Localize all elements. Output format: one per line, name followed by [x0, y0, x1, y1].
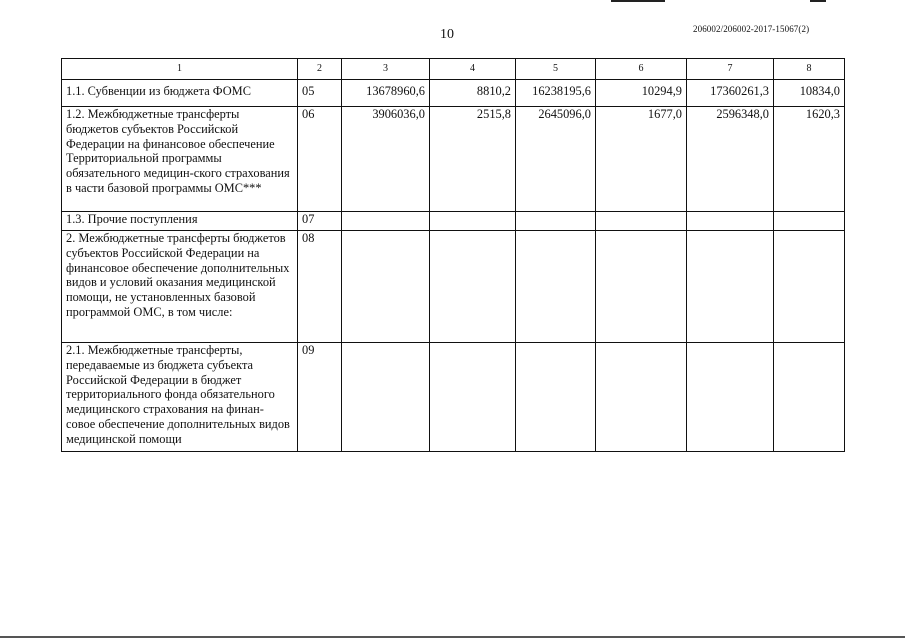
column-header: 8: [774, 59, 845, 80]
value-cell: [687, 231, 774, 343]
table-row: [62, 231, 845, 343]
value-cell: [774, 231, 845, 343]
value-cell: [516, 231, 596, 343]
page-number: 10: [440, 27, 454, 42]
value-cell: 10294,9: [596, 80, 687, 107]
value-cell: 2515,8: [430, 107, 516, 212]
value-cell: [774, 343, 845, 452]
row-code: 08: [298, 231, 342, 343]
value-cell: [430, 212, 516, 231]
table-row: [62, 107, 845, 212]
table-row: [62, 212, 845, 231]
scan-edge-mark-top-right: [611, 0, 665, 2]
budget-table: [61, 58, 845, 452]
row-description: 2. Межбюджетные трансферты бюджетов субъектов Российской Федерации на финансовое обеспечение дополнительных видов и условий оказания медицинской помощи, не установленных базовой программой ОМС, в том числе:: [62, 231, 298, 343]
column-header: 6: [596, 59, 687, 80]
column-header: 3: [342, 59, 430, 80]
value-cell: 2596348,0: [687, 107, 774, 212]
value-cell: [342, 212, 430, 231]
value-cell: [342, 231, 430, 343]
row-code: 05: [298, 80, 342, 107]
row-code: 07: [298, 212, 342, 231]
row-description: 1.3. Прочие поступления: [62, 212, 298, 231]
value-cell: [774, 212, 845, 231]
table-row: [62, 80, 845, 107]
row-description: 1.1. Субвенции из бюджета ФОМС: [62, 80, 298, 107]
value-cell: [687, 212, 774, 231]
value-cell: [516, 212, 596, 231]
document-id: 206002/206002-2017-15067(2): [693, 24, 810, 34]
column-header: 7: [687, 59, 774, 80]
scan-edge-mark-bottom: [0, 636, 905, 638]
value-cell: [596, 212, 687, 231]
scan-edge-mark-top-right-2: [810, 0, 826, 2]
value-cell: 3906036,0: [342, 107, 430, 212]
value-cell: 8810,2: [430, 80, 516, 107]
value-cell: [687, 343, 774, 452]
value-cell: 1620,3: [774, 107, 845, 212]
row-code: 06: [298, 107, 342, 212]
column-header: 1: [62, 59, 298, 80]
column-header: 4: [430, 59, 516, 80]
table-row: [62, 343, 845, 452]
value-cell: [430, 343, 516, 452]
row-description: 1.2. Межбюджетные трансферты бюджетов субъектов Российской Федерации на финансовое обеспечение Территориальной программы обязательного медицин-ского страхования в части базовой программы ОМС***: [62, 107, 298, 212]
column-header: 2: [298, 59, 342, 80]
value-cell: [516, 343, 596, 452]
column-header: 5: [516, 59, 596, 80]
table-header-row: [62, 59, 845, 80]
value-cell: 16238195,6: [516, 80, 596, 107]
value-cell: [596, 231, 687, 343]
value-cell: 17360261,3: [687, 80, 774, 107]
value-cell: [342, 343, 430, 452]
value-cell: [430, 231, 516, 343]
value-cell: 13678960,6: [342, 80, 430, 107]
value-cell: 2645096,0: [516, 107, 596, 212]
value-cell: 1677,0: [596, 107, 687, 212]
value-cell: [596, 343, 687, 452]
row-code: 09: [298, 343, 342, 452]
value-cell: 10834,0: [774, 80, 845, 107]
row-description: 2.1. Межбюджетные трансферты, передаваемые из бюджета субъекта Российской Федерации в бюджет территориального фонда обязательного медицинского страхования на финан-совое обеспечение дополнительных видов медицинской помощи: [62, 343, 298, 452]
